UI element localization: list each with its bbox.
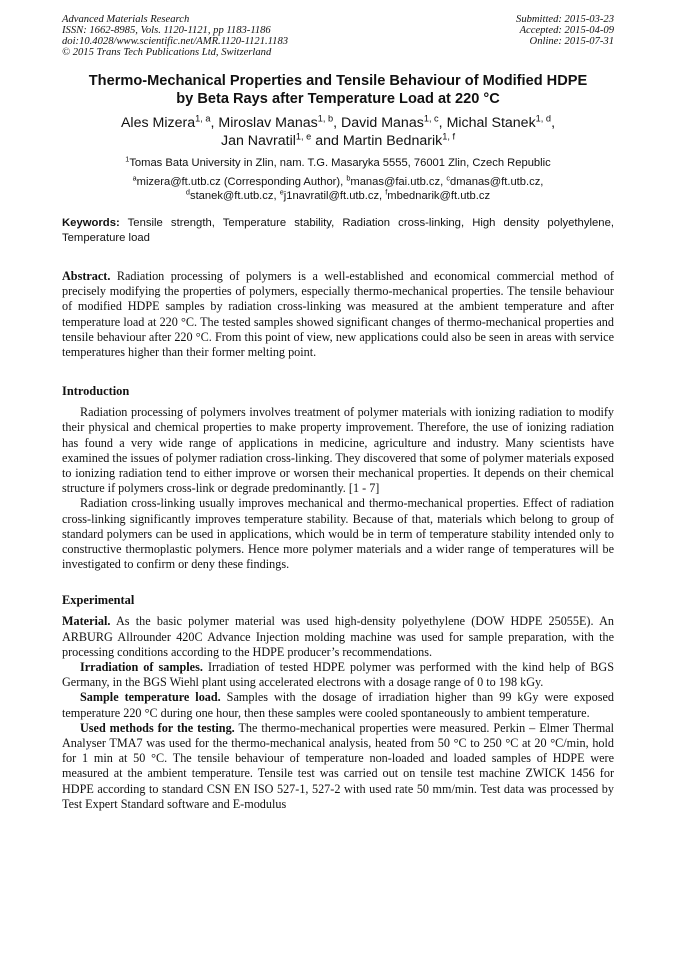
author-separator: and <box>311 133 343 149</box>
journal-info <box>62 14 288 58</box>
intro-paragraph-2: Radiation cross-linking usually improves mechanical and thermo-mechanical properties. Effect of radiation cross-linking significantly improves temperature stability. Because of that, materials which belong to group of standard polymers can be used in applications, which would be in term of temperature stability intended only to constructive thermoplastic polymers. Hence more polymer materials and a wider range of temperatures will be investigated to confirm or deny these findings. <box>62 496 614 572</box>
author-name: Miroslav Manas <box>218 115 318 131</box>
paragraph-label: Used methods for the testing. <box>80 720 235 735</box>
paragraph-label: Material. <box>62 614 111 629</box>
author-name: Michal Stanek <box>446 115 536 131</box>
author-emails <box>62 175 614 203</box>
email-address[interactable]: manas@fai.utb.cz, <box>350 176 447 188</box>
email-address[interactable]: mbednarik@ft.utb.cz <box>387 190 491 202</box>
paragraph-label: Irradiation of samples. <box>80 660 203 675</box>
online-date: Online: 2015-07-31 <box>529 36 614 47</box>
author-separator: , <box>438 115 447 131</box>
email-address[interactable]: j1navratil@ft.utb.cz, <box>283 190 386 202</box>
section-heading: Experimental <box>62 593 135 608</box>
email-address[interactable]: stanek@ft.utb.cz, <box>189 190 280 202</box>
accepted-date: Accepted: 2015-04-09 <box>519 25 614 36</box>
submitted-date: Submitted: 2015-03-23 <box>516 14 614 25</box>
email-mark: d <box>185 187 190 197</box>
keywords-text: Tensile strength, Temperature stability, Radiation cross-linking, High density polyethylene, Temperature load <box>62 217 614 244</box>
affiliation-text: Tomas Bata University in Zlin, nam. T.G. Masaryka 5555, 76001 Zlin, Czech Republic <box>129 157 551 169</box>
author-name: Ales Mizera <box>120 115 196 131</box>
affiliation-mark: 1 <box>125 154 130 164</box>
email-address[interactable]: mizera@ft.utb.cz (Corresponding Author), <box>136 176 347 188</box>
paper-title <box>62 72 614 108</box>
journal-header <box>62 14 614 58</box>
paragraph-text: Samples with the dosage of irradiation higher than 99 kGy were exposed temperature 220 °C during one hour, then these samples were cooled spontaneously to ambient temperature. <box>62 690 614 720</box>
author-line-1 <box>62 114 614 132</box>
author-affil-mark: 1, b <box>317 113 334 124</box>
email-mark: b <box>346 173 351 183</box>
author-affil-mark: 1, e <box>295 131 312 142</box>
author-line-2 <box>62 132 614 150</box>
experimental-section <box>62 593 614 812</box>
methods-paragraph <box>62 721 614 812</box>
title-line-1: Thermo-Mechanical Properties and Tensile Behaviour of Modified HDPE <box>88 73 588 89</box>
paragraph-label: Sample temperature load. <box>80 690 221 705</box>
email-mark: a <box>132 173 137 183</box>
author-affil-mark: 1, a <box>195 113 211 124</box>
author-separator: , <box>210 115 219 131</box>
author-affil-mark: 1, f <box>442 131 456 142</box>
email-mark: f <box>385 187 388 197</box>
author-name: Martin Bednarik <box>342 133 443 149</box>
paragraph-text: As the basic polymer material was used high-density polyethylene (DOW HDPE 25055E). An ARBURG Allrounder 420C Advance Injection molding machine was used for sample preparation, with the processing conditions according to the HDPE producer’s recommendations. <box>62 614 614 659</box>
author-affil-mark: 1, d <box>535 113 552 124</box>
email-mark: c <box>446 173 450 183</box>
keywords-label: Keywords: <box>62 217 120 229</box>
email-mark: e <box>279 187 284 197</box>
email-line-1 <box>62 175 614 189</box>
email-line-2 <box>62 189 614 203</box>
abstract-label: Abstract. <box>62 269 111 283</box>
introduction-section <box>62 384 614 572</box>
intro-paragraph-1: Radiation processing of polymers involves treatment of polymer materials with ionizing radiation to modify their physical and chemical properties to make property improvement. Therefore, the use of ionizing radiation has found a very wide range of applications in medicine, agriculture and industry. Many scientists have examined the issues of polymer radiation cross-linking. They discovered that some of polymer materials exposed to ionizing radiation tend to either improve or worsen their mechanical properties. It depends on their chemical structure if polymers cross-link or degrade predominantly. [1 - 7] <box>62 405 614 496</box>
keywords <box>62 216 614 245</box>
title-line-2: by Beta Rays after Temperature Load at 220 °C <box>176 91 500 107</box>
abstract <box>62 269 614 360</box>
author-list <box>62 114 614 150</box>
email-address[interactable]: dmanas@ft.utb.cz, <box>449 176 544 188</box>
author-separator: , <box>333 115 341 131</box>
paragraph-text: Irradiation of tested HDPE polymer was performed with the kind help of BGS Germany, in the BGS Wiehl plant using accelerated electrons with a dosage range of 0 to 198 kGy. <box>62 660 614 690</box>
author-name: David Manas <box>341 115 424 131</box>
abstract-text: Radiation processing of polymers is a well-established and economical commercial method of precisely modifying the properties of polymers, especially thermo-mechanical properties. The tensile behaviour of modified HDPE samples by radiation cross-linking was measured at the ambient temperature and after temperature load at 220 °C. The tested samples showed significant changes of thermo-mechanical properties and tensile behaviour after 220 °C. From this point of view, new applications could also be seen in areas with service temperatures higher than their former melting point. <box>62 269 614 360</box>
affiliation <box>62 156 614 170</box>
journal-issn: ISSN: 1662-8985, Vols. 1120-1121, pp 1183-1186 <box>62 25 271 36</box>
journal-doi[interactable]: doi:10.4028/www.scientific.net/AMR.1120-1121.1183 <box>62 36 289 47</box>
paper-page <box>62 14 614 812</box>
journal-name: Advanced Materials Research <box>62 14 190 25</box>
author-affil-mark: 1, c <box>423 113 439 124</box>
publication-dates <box>516 14 614 58</box>
author-name: Jan Navratil <box>220 133 296 149</box>
temperature-load-paragraph <box>62 690 614 720</box>
material-paragraph <box>62 614 614 660</box>
irradiation-paragraph <box>62 660 614 690</box>
author-separator: , <box>551 115 556 131</box>
section-heading: Introduction <box>62 384 130 399</box>
journal-copyright: © 2015 Trans Tech Publications Ltd, Switzerland <box>62 47 272 58</box>
paragraph-text: The thermo-mechanical properties were measured. Perkin – Elmer Thermal Analyser TMA7 was used for the thermo-mechanical analysis, heated from 50 °C to 250 °C at 20 °C/min, hold for 1 min at 50 °C. The tensile behaviour of temperature non-loaded and loaded samples of HDPE were measured at the ambient temperature. Tensile test was carried out on tensile test machine ZWICK 1456 for HDPE according to standard CSN EN ISO 527-1, 527-2 with used rate 50 mm/min. Test data was processed by Test Expert Standard software and E-modulus <box>62 720 614 811</box>
